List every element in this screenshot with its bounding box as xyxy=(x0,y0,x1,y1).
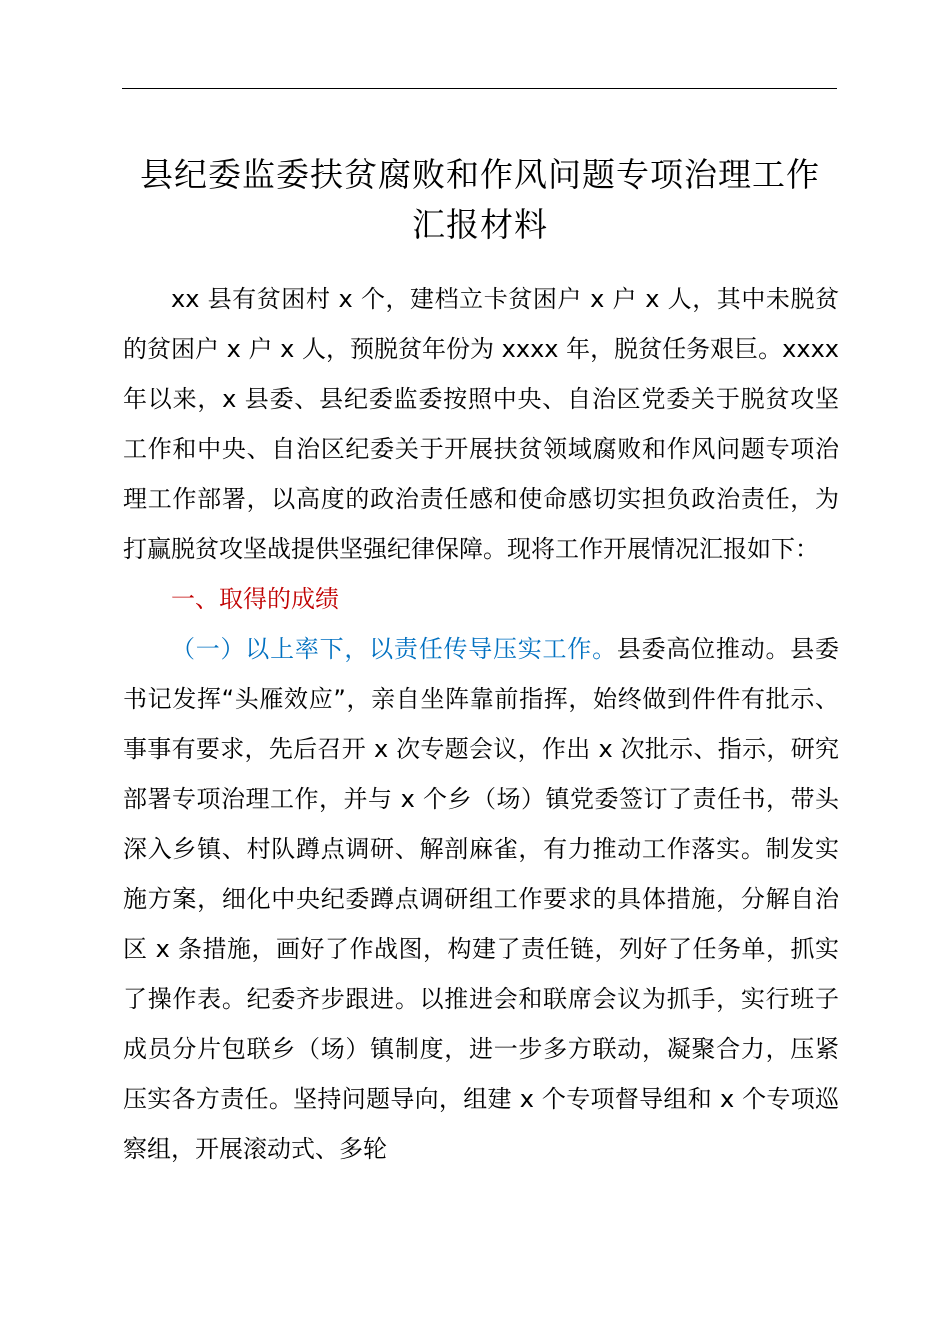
document-body xyxy=(123,274,839,1174)
header-rule xyxy=(122,88,837,89)
subsection-text: 县委高位推动。县委书记发挥“头雁效应”，亲自坐阵靠前指挥，始终做到件件有批示、事事有要求，先后召开 x 次专题会议，作出 x 次批示、指示，研究部署专项治理工作，并与 x 个乡（场）镇党委签订了责任书，带头深入乡镇、村队蹲点调研、解剖麻雀，有力推动工作落实。制发实施方案，细化中央纪委蹲点调研组工作要求的具体措施，分解自治区 x 条措施，画好了作战图，构建了责任链，列好了任务单，抓实了操作表。纪委齐步跟进。以推进会和联席会议为抓手，实行班子成员分片包联乡（场）镇制度，进一步多方联动，凝聚合力，压紧压实各方责任。坚持问题导向，组建 x 个专项督导组和 x 个专项巡察组，开展滚动式、多轮 xyxy=(123,635,840,1163)
intro-paragraph: xx 县有贫困村 x 个，建档立卡贫困户 x 户 x 人，其中未脱贫的贫困户 x 户 x 人，预脱贫年份为 xxxx 年，脱贫任务艰巨。xxxx 年以来，x 县委、县纪委监委按照中央、自治区党委关于脱贫攻坚工作和中央、自治区纪委关于开展扶贫领域腐败和作风问题专项治理工作部署，以高度的政治责任感和使命感切实担负政治责任，为打赢脱贫攻坚战提供坚强纪律保障。现将工作开展情况汇报如下： xyxy=(123,285,839,563)
section-heading-achievements: 一、取得的成绩 xyxy=(171,585,339,613)
subsection-paragraph xyxy=(123,624,839,1174)
subsection-heading: （一）以上率下，以责任传导压实工作。 xyxy=(171,635,617,663)
title-line-1: 县纪委监委扶贫腐败和作风问题专项治理工作 xyxy=(140,155,820,194)
document-title xyxy=(110,150,850,250)
title-line-2: 汇报材料 xyxy=(412,205,548,244)
